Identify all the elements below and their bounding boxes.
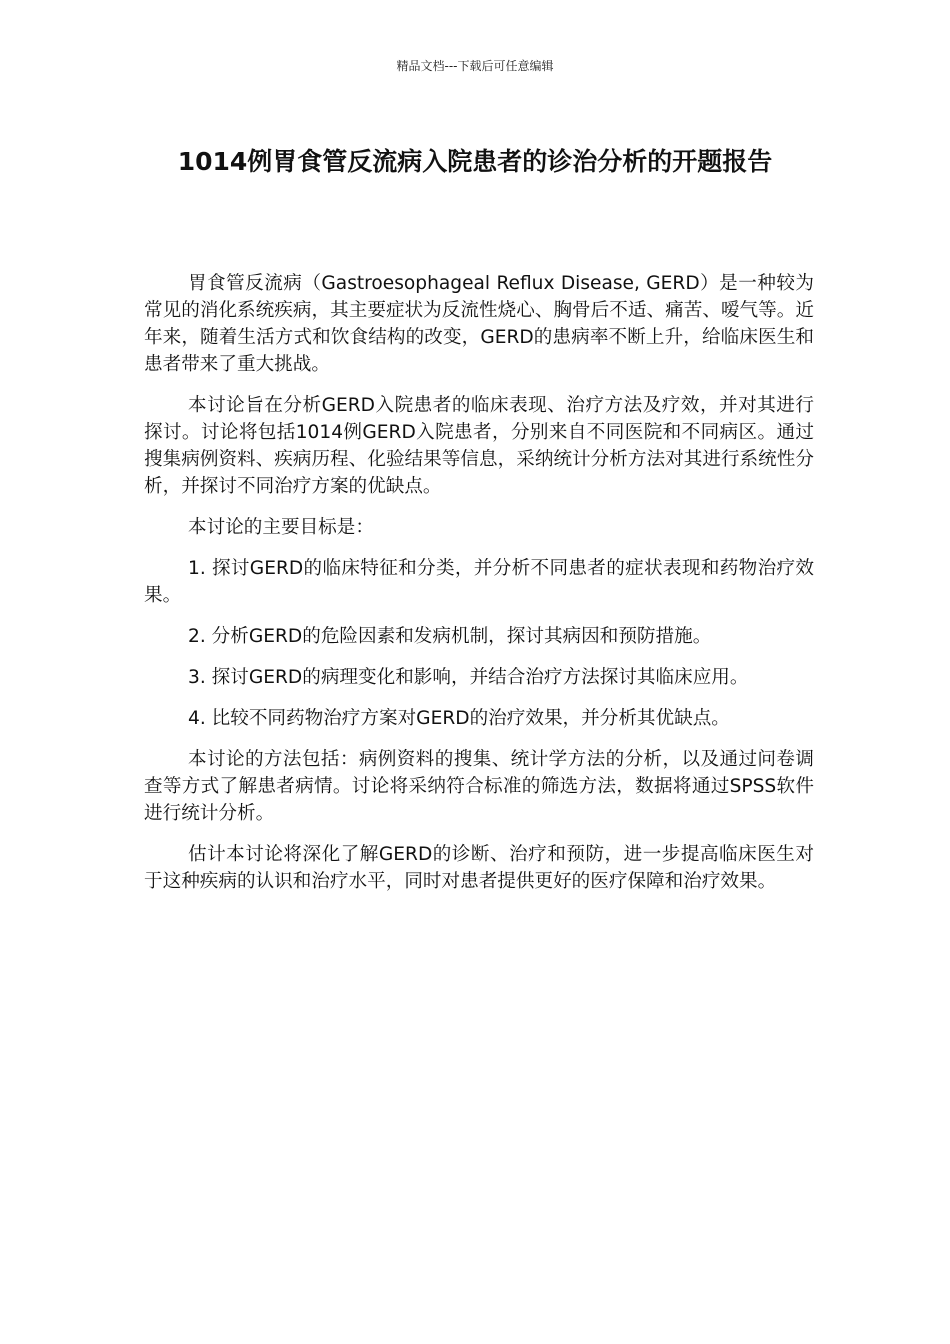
paragraph-scope: 本讨论旨在分析GERD入院患者的临床表现、治疗方法及疗效，并对其进行探讨。讨论将包括1014例GERD入院患者，分别来自不同医院和不同病区。通过搜集病例资料、疾病历程、化验结果等信息，采纳统计分析方法对其进行系统性分析，并探讨不同治疗方案的优缺点。	[144, 395, 814, 497]
paragraph-goal-4: 4. 比较不同药物治疗方案对GERD的治疗效果，并分析其优缺点。	[188, 708, 730, 729]
paragraph-intro: 胃食管反流病（Gastroesophageal Reflux Disease, GERD）是一种较为常见的消化系统疾病，其主要症状为反流性烧心、胸骨后不适、痛苦、嗳气等。近年来，随着生活方式和饮食结构的改变，GERD的患病率不断上升，给临床医生和患者带来了重大挑战。	[144, 273, 814, 375]
paragraph-goal-3: 3. 探讨GERD的病理变化和影响，并结合治疗方法探讨其临床应用。	[188, 667, 749, 688]
header-note: 精品文档---下载后可任意编辑	[396, 59, 554, 73]
paragraph-expectation: 估计本讨论将深化了解GERD的诊断、治疗和预防，进一步提高临床医生对于这种疾病的认识和治疗水平，同时对患者提供更好的医疗保障和治疗效果。	[144, 844, 814, 892]
document-body	[144, 270, 814, 909]
paragraph-methods: 本讨论的方法包括：病例资料的搜集、统计学方法的分析，以及通过问卷调查等方式了解患者病情。讨论将采纳符合标准的筛选方法，数据将通过SPSS软件进行统计分析。	[144, 749, 814, 824]
paragraph-goals-heading: 本讨论的主要目标是：	[188, 517, 374, 538]
paragraph-goal-1: 1. 探讨GERD的临床特征和分类，并分析不同患者的症状表现和药物治疗效果。	[144, 558, 814, 606]
document-title: 1014例胃食管反流病入院患者的诊治分析的开题报告	[177, 147, 773, 176]
paragraph-goal-2: 2. 分析GERD的危险因素和发病机制，探讨其病因和预防措施。	[188, 626, 712, 647]
